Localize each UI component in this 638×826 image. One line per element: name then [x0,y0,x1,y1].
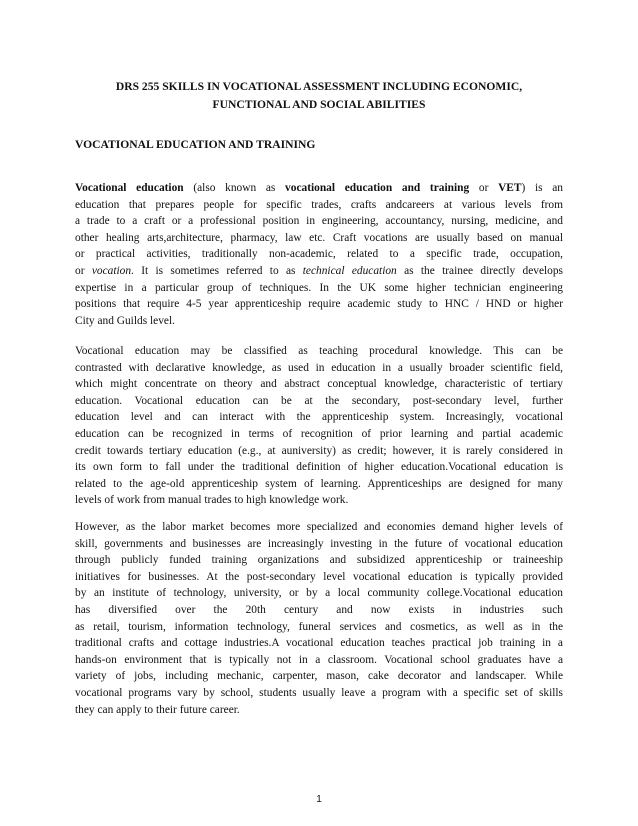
paragraph-line: its own form to fall under the traditional definition of higher education.Vocational education is [75,461,563,474]
paragraph-line: Vocational education may be classified as teaching procedural knowledge. This can be [75,345,563,357]
paragraph-line: education can be recognized in terms of recognition of prior learning and partial academic [75,427,563,440]
text-run: or [469,182,499,194]
paragraph-line: vocational programs vary by school, students usually leave a program with a specific set of skills [75,686,563,699]
paragraph-line: education that prepares people for specific trades, crafts andcareers at various levels from [75,198,563,211]
paragraph-line: through publicly funded training organizations and subsidized apprenticeship or traineeship [75,554,563,567]
paragraph-3 [75,519,563,718]
paragraph-line: credit towards tertiary education (e.g., at auniversity) as credit; however, it is rarely considered in [75,444,563,457]
page-number: 1 [316,794,322,805]
paragraph-line: contrasted with declarative knowledge, as used in education in a usually broader scientific field, [75,361,563,374]
paragraph-line: positions that require 4-5 year apprenticeship require academic study to HNC / HND or higher [75,298,563,311]
paragraph-line: traditional crafts and cottage industries.A vocational education teaches practical job training in a [75,637,563,650]
title-line-2: FUNCTIONAL AND SOCIAL ABILITIES [212,98,426,111]
paragraph-line: by an institute of technology, university, or by a local community college.Vocational education [75,587,563,600]
paragraph-line: related to the age-old apprenticeship system of learning. Apprenticeships are designed for many [75,477,563,490]
term-vet: VET [498,182,522,194]
paragraph-line: education level and can interact with the apprenticeship system. Increasingly, vocational [75,411,563,424]
paragraph-line: expertise in a particular group of techniques. In the UK some higher technician engineering [75,281,563,294]
paragraph-line: levels of work from manual trades to high knowledge work. [75,494,349,507]
paragraph-line: as retail, tourism, information technology, funeral services and cosmetics, as well as in the [75,620,563,633]
paragraph-line: other healing arts,architecture, pharmacy, law etc. Craft vocations are usually based on manual [75,231,563,244]
text-run: . It is sometimes referred to as [131,264,303,277]
paragraph-line: has diversified over the 20th century and now exists in industries such [75,603,563,616]
text-run: ) is an [521,182,564,194]
paragraph-line: However, as the labor market becomes more specialized and economies demand higher levels of [75,521,563,533]
paragraph-line: education. Vocational education can be at the secondary, post-secondary level, further [75,394,563,407]
section-heading: VOCATIONAL EDUCATION AND TRAINING [75,138,316,151]
term-technical-education: technical education [302,264,397,277]
paragraph-line: initiatives for businesses. At the post-secondary level vocational education is typically provided [75,570,563,583]
document-title [75,78,563,114]
title-line-1: DRS 255 SKILLS IN VOCATIONAL ASSESSMENT INCLUDING ECONOMIC, [115,80,523,93]
text-run: or [75,264,92,277]
paragraph-line: a trade to a craft or a professional position in engineering, accountancy, nursing, medicine, and [75,215,563,228]
text-run: as the trainee directly develops [396,264,563,277]
text-run: (also known as [183,182,286,194]
term-vocation: vocation [91,264,132,277]
paragraph-line: City and Guilds level. [75,314,175,327]
paragraph-line: which might concentrate on theory and abstract conceptual knowledge, characteristic of tertiary [75,378,563,391]
paragraph-2 [75,343,563,509]
paragraph-line: skill, governments and businesses are increasingly investing in the future of vocational education [75,537,563,550]
paragraph-line [75,180,563,197]
paragraph-line: or practical activities, traditionally non-academic, related to a specific trade, occupation, [75,248,563,261]
paragraph-line: hands-on environment that is typically not in a classroom. Vocational school graduates have a [75,653,563,666]
term-vet-full: vocational education and training [285,182,470,194]
term-vocational-education: Vocational education [75,182,184,194]
paragraph-line: variety of jobs, including mechanic, carpenter, mason, cake decorator and landscaper. While [75,670,563,683]
paragraph-line: they can apply to their future career. [75,703,240,716]
paragraph-1 [75,180,563,329]
paragraph-line [75,263,563,280]
